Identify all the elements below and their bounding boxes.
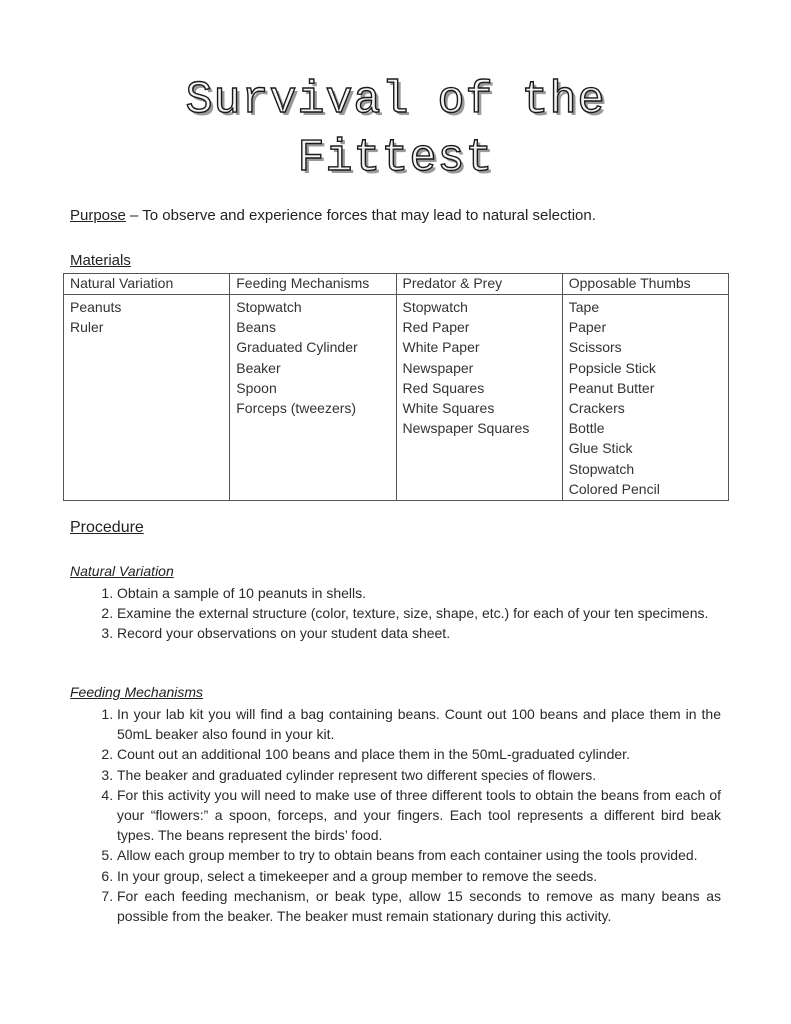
material-item: Spoon bbox=[236, 379, 277, 396]
material-item: Glue Stick bbox=[568, 440, 633, 457]
materials-header-row bbox=[64, 274, 729, 295]
procedure-step: 1. In your lab kit you will find a bag containing beans. Count out 100 beans and place them in the 50mL beaker also found in your kit. bbox=[117, 704, 721, 744]
material-item: Red Paper bbox=[402, 319, 470, 336]
material-item: Crackers bbox=[568, 399, 625, 416]
procedure-step: 2. Examine the external structure (color, texture, size, shape, etc.) for each of your ten specimens. bbox=[117, 603, 721, 623]
purpose-text: – To observe and experience forces that may lead to natural selection. bbox=[125, 207, 596, 224]
materials-table bbox=[63, 273, 729, 501]
title-line-2: Fittest bbox=[297, 133, 494, 184]
material-item: Forceps (tweezers) bbox=[236, 399, 357, 416]
materials-cell bbox=[230, 295, 396, 501]
feeding-mechanisms-steps bbox=[70, 704, 721, 926]
material-item: Peanuts bbox=[70, 299, 122, 315]
section-title-natural-variation: Natural Variation bbox=[70, 563, 174, 579]
material-item: Beaker bbox=[236, 359, 281, 376]
column-header: Predator & Prey bbox=[396, 274, 562, 295]
material-item: Newspaper Squares bbox=[402, 420, 530, 437]
material-item: Red Squares bbox=[402, 379, 485, 396]
material-item: White Squares bbox=[402, 399, 495, 416]
section-title-feeding-mechanisms: Feeding Mechanisms bbox=[70, 684, 204, 700]
material-item: Peanut Butter bbox=[568, 379, 655, 396]
purpose-label: Purpose bbox=[70, 207, 126, 224]
column-header: Natural Variation bbox=[64, 274, 230, 295]
material-item: Stopwatch bbox=[568, 460, 635, 477]
material-item: White Paper bbox=[402, 339, 480, 356]
material-item: Paper bbox=[568, 319, 607, 336]
materials-cell bbox=[64, 295, 230, 501]
purpose-statement bbox=[70, 207, 596, 224]
material-item: Graduated Cylinder bbox=[236, 339, 358, 356]
materials-items-row bbox=[64, 295, 729, 501]
title-line-1: Survival of the bbox=[185, 75, 606, 126]
procedure-step: 6. In your group, select a timekeeper and a group member to remove the seeds. bbox=[117, 866, 721, 886]
material-item: Stopwatch bbox=[236, 299, 302, 315]
material-item: Ruler bbox=[70, 319, 104, 336]
procedure-step: 1. Obtain a sample of 10 peanuts in shells. bbox=[117, 583, 721, 603]
materials-cell bbox=[562, 295, 728, 501]
procedure-step: 3. Record your observations on your student data sheet. bbox=[117, 623, 721, 643]
procedure-step: 5. Allow each group member to try to obtain beans from each container using the tools provided. bbox=[117, 845, 721, 865]
natural-variation-steps bbox=[70, 583, 721, 644]
procedure-step: 3. The beaker and graduated cylinder represent two different species of flowers. bbox=[117, 765, 721, 785]
material-item: Popsicle Stick bbox=[568, 359, 656, 376]
material-item: Stopwatch bbox=[402, 299, 468, 315]
column-header: Feeding Mechanisms bbox=[230, 274, 396, 295]
material-item: Colored Pencil bbox=[568, 480, 660, 497]
material-item: Tape bbox=[568, 299, 600, 315]
material-item: Newspaper bbox=[402, 359, 474, 376]
material-item: Bottle bbox=[568, 420, 605, 437]
column-header: Opposable Thumbs bbox=[562, 274, 728, 295]
procedure-step: 4. For this activity you will need to make use of three different tools to obtain the beans from each of your “flowers:” a spoon, forceps, and your fingers. Each tool represents a different bird beak types. The beans represent the birds’ food. bbox=[117, 785, 721, 846]
materials-heading: Materials bbox=[70, 252, 131, 269]
procedure-heading: Procedure bbox=[70, 519, 144, 536]
material-item: Scissors bbox=[568, 339, 622, 356]
material-item: Beans bbox=[236, 319, 276, 336]
materials-cell bbox=[396, 295, 562, 501]
procedure-step: 2. Count out an additional 100 beans and place them in the 50mL-graduated cylinder. bbox=[117, 744, 721, 764]
procedure-step: 7. For each feeding mechanism, or beak type, allow 15 seconds to remove as many beans as possible from the beaker. The beaker must remain stationary during this activity. bbox=[117, 886, 721, 926]
